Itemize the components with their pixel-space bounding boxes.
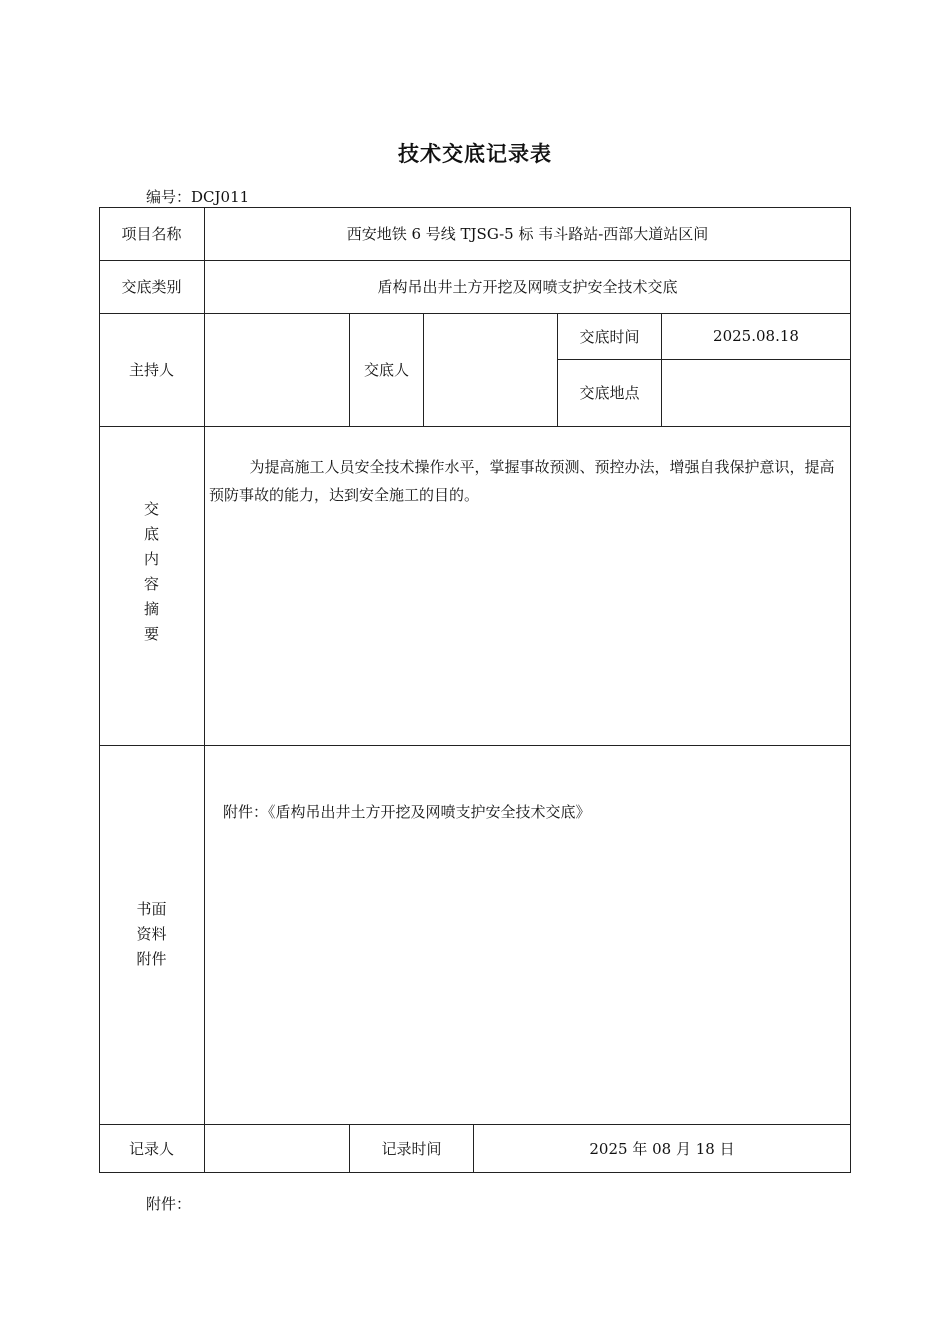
- host-value: [205, 313, 349, 426]
- summary-label: [99, 497, 204, 647]
- summary-label-char: 摘: [143, 600, 159, 618]
- attachment-text: 附件：《盾构吊出井土方开挖及网喷支护安全技术交底》: [223, 803, 591, 821]
- summary-label-char: 要: [143, 625, 159, 643]
- written-materials-label-line: 附件: [136, 950, 167, 968]
- document-number: [146, 186, 249, 207]
- page-title: 技术交底记录表: [398, 142, 552, 166]
- row-divider: [99, 426, 851, 427]
- time-value: 2025.08.18: [713, 327, 799, 345]
- footer-attachment-label: 附件：: [146, 1195, 192, 1213]
- summary-text: 为提高施工人员安全技术操作水平，掌握事故预测、预控办法，增强自我保护意识，提高预防事故的能力，达到安全施工的目的。: [209, 458, 835, 504]
- category-value: 盾构吊出井土方开挖及网喷支护安全技术交底: [377, 278, 678, 296]
- time-label: 交底时间: [579, 327, 640, 346]
- border-bottom: [99, 1172, 851, 1173]
- record-time-label: 记录时间: [381, 1139, 442, 1158]
- presenter-value: [424, 313, 557, 426]
- project-name-value: 西安地铁 6 号线 TJSG-5 标 韦斗路站-西部大道站区间: [346, 225, 709, 243]
- location-value: [662, 359, 850, 426]
- location-label: 交底地点: [579, 384, 640, 402]
- border-right: [850, 207, 851, 1173]
- written-materials-label-line: 资料: [136, 925, 167, 943]
- record-form: [99, 207, 851, 1173]
- document-number-value: DCJ011: [191, 188, 250, 206]
- summary-label-char: 内: [143, 550, 159, 568]
- document-number-label: 编号：: [146, 188, 192, 206]
- project-name-label: 项目名称: [121, 225, 182, 243]
- presenter-label: 交底人: [363, 361, 409, 379]
- recorder-label: 记录人: [128, 1139, 174, 1158]
- summary-label-char: 交: [143, 500, 159, 518]
- recorder-value: [205, 1124, 349, 1172]
- host-label: 主持人: [128, 361, 174, 379]
- summary-label-char: 底: [143, 525, 159, 543]
- written-materials-label: [99, 897, 204, 977]
- category-label: 交底类别: [121, 278, 182, 296]
- summary-label-char: 容: [143, 575, 159, 593]
- row-divider: [99, 745, 851, 746]
- record-time-value: 2025 年 08 月 18 日: [589, 1139, 735, 1158]
- written-materials-label-line: 书面: [136, 900, 167, 918]
